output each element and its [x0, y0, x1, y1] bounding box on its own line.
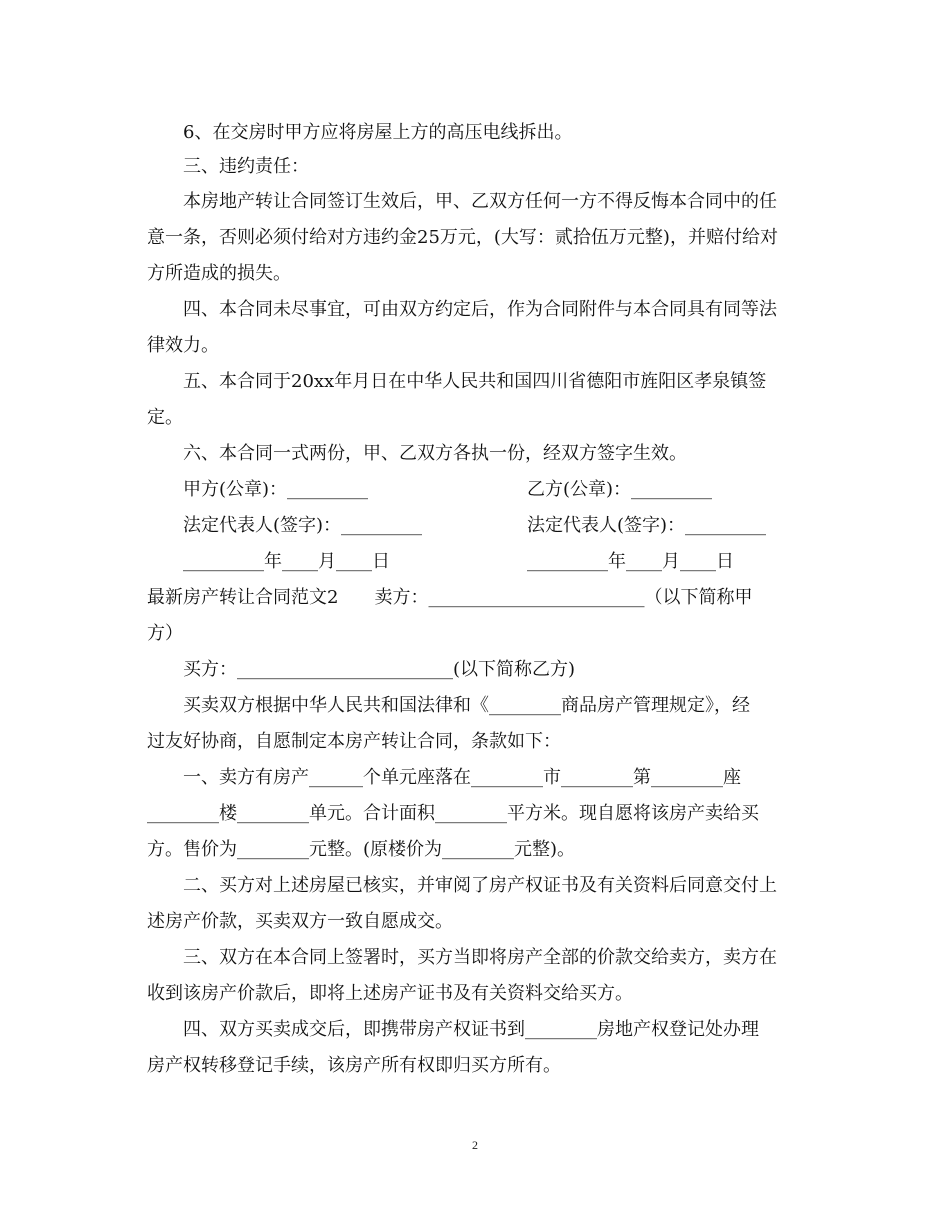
- paragraph-line: 三、双方在本合同上签署时，买方当即将房产全部的价款交给卖方，卖方在: [183, 947, 777, 968]
- paragraph-line: 律效力。: [147, 335, 219, 356]
- paragraph-line: 方。售价为________元整。(原楼价为________元整)。: [147, 839, 576, 860]
- party-a-representative: 法定代表人(签字)：_________: [183, 515, 423, 536]
- paragraph-line: 二、买方对上述房屋已核实，并审阅了房产权证书及有关资料后同意交付上: [183, 875, 777, 896]
- page-number: 2: [472, 1138, 478, 1152]
- paragraph-line: 四、双方买卖成交后，即携带房产权证书到________房地产权登记处办理: [183, 1019, 759, 1040]
- paragraph-line: 四、本合同未尽事宜，可由双方约定后，作为合同附件与本合同具有同等法: [183, 299, 777, 320]
- paragraph-line: ________楼________单元。合计面积________平方米。现自愿将该房产卖给买: [147, 803, 759, 824]
- section-heading: 三、违约责任：: [183, 156, 309, 177]
- paragraph-line: 房产权转移登记手续，该房产所有权即归买方所有。: [147, 1055, 561, 1076]
- contract-title-line: 最新房产转让合同范文2 卖方：________________________（以下简称甲: [147, 587, 753, 608]
- paragraph-line: 述房产价款，买卖双方一致自愿成交。: [147, 911, 453, 932]
- buyer-line: 买方：________________________(以下简称乙方): [183, 659, 576, 680]
- party-b-seal: 乙方(公章)：_________: [527, 479, 713, 500]
- paragraph-line: 定。: [147, 407, 183, 428]
- paragraph-line: 买卖双方根据中华人民共和国法律和《________商品房产管理规定》，经: [183, 695, 750, 716]
- paragraph-line: 方）: [147, 623, 183, 644]
- paragraph-line: 本房地产转让合同签订生效后，甲、乙双方任何一方不得反悔本合同中的任: [183, 191, 777, 212]
- paragraph-line: 过友好协商，自愿制定本房产转让合同，条款如下：: [147, 731, 561, 752]
- party-b-representative: 法定代表人(签字)：_________: [527, 515, 767, 536]
- paragraph-line: 一、卖方有房产______个单元座落在________市________第________座: [183, 767, 741, 788]
- paragraph-line: 五、本合同于20xx年月日在中华人民共和国四川省德阳市旌阳区孝泉镇签: [183, 371, 767, 392]
- party-b-date: _________年____月____日: [527, 551, 734, 572]
- paragraph-line: 收到该房产价款后，即将上述房产证书及有关资料交给买方。: [147, 983, 633, 1004]
- party-a-seal: 甲方(公章)：_________: [183, 479, 369, 500]
- paragraph-line: 六、本合同一式两份，甲、乙双方各执一份，经双方签字生效。: [183, 443, 687, 464]
- paragraph-line: 方所造成的损失。: [147, 263, 291, 284]
- party-a-date: _________年____月____日: [183, 551, 390, 572]
- paragraph-line: 意一条，否则必须付给对方违约金25万元，(大写：贰拾伍万元整)，并赔付给对: [147, 227, 778, 248]
- paragraph-line: 6、在交房时甲方应将房屋上方的高压电线拆出。: [183, 122, 573, 143]
